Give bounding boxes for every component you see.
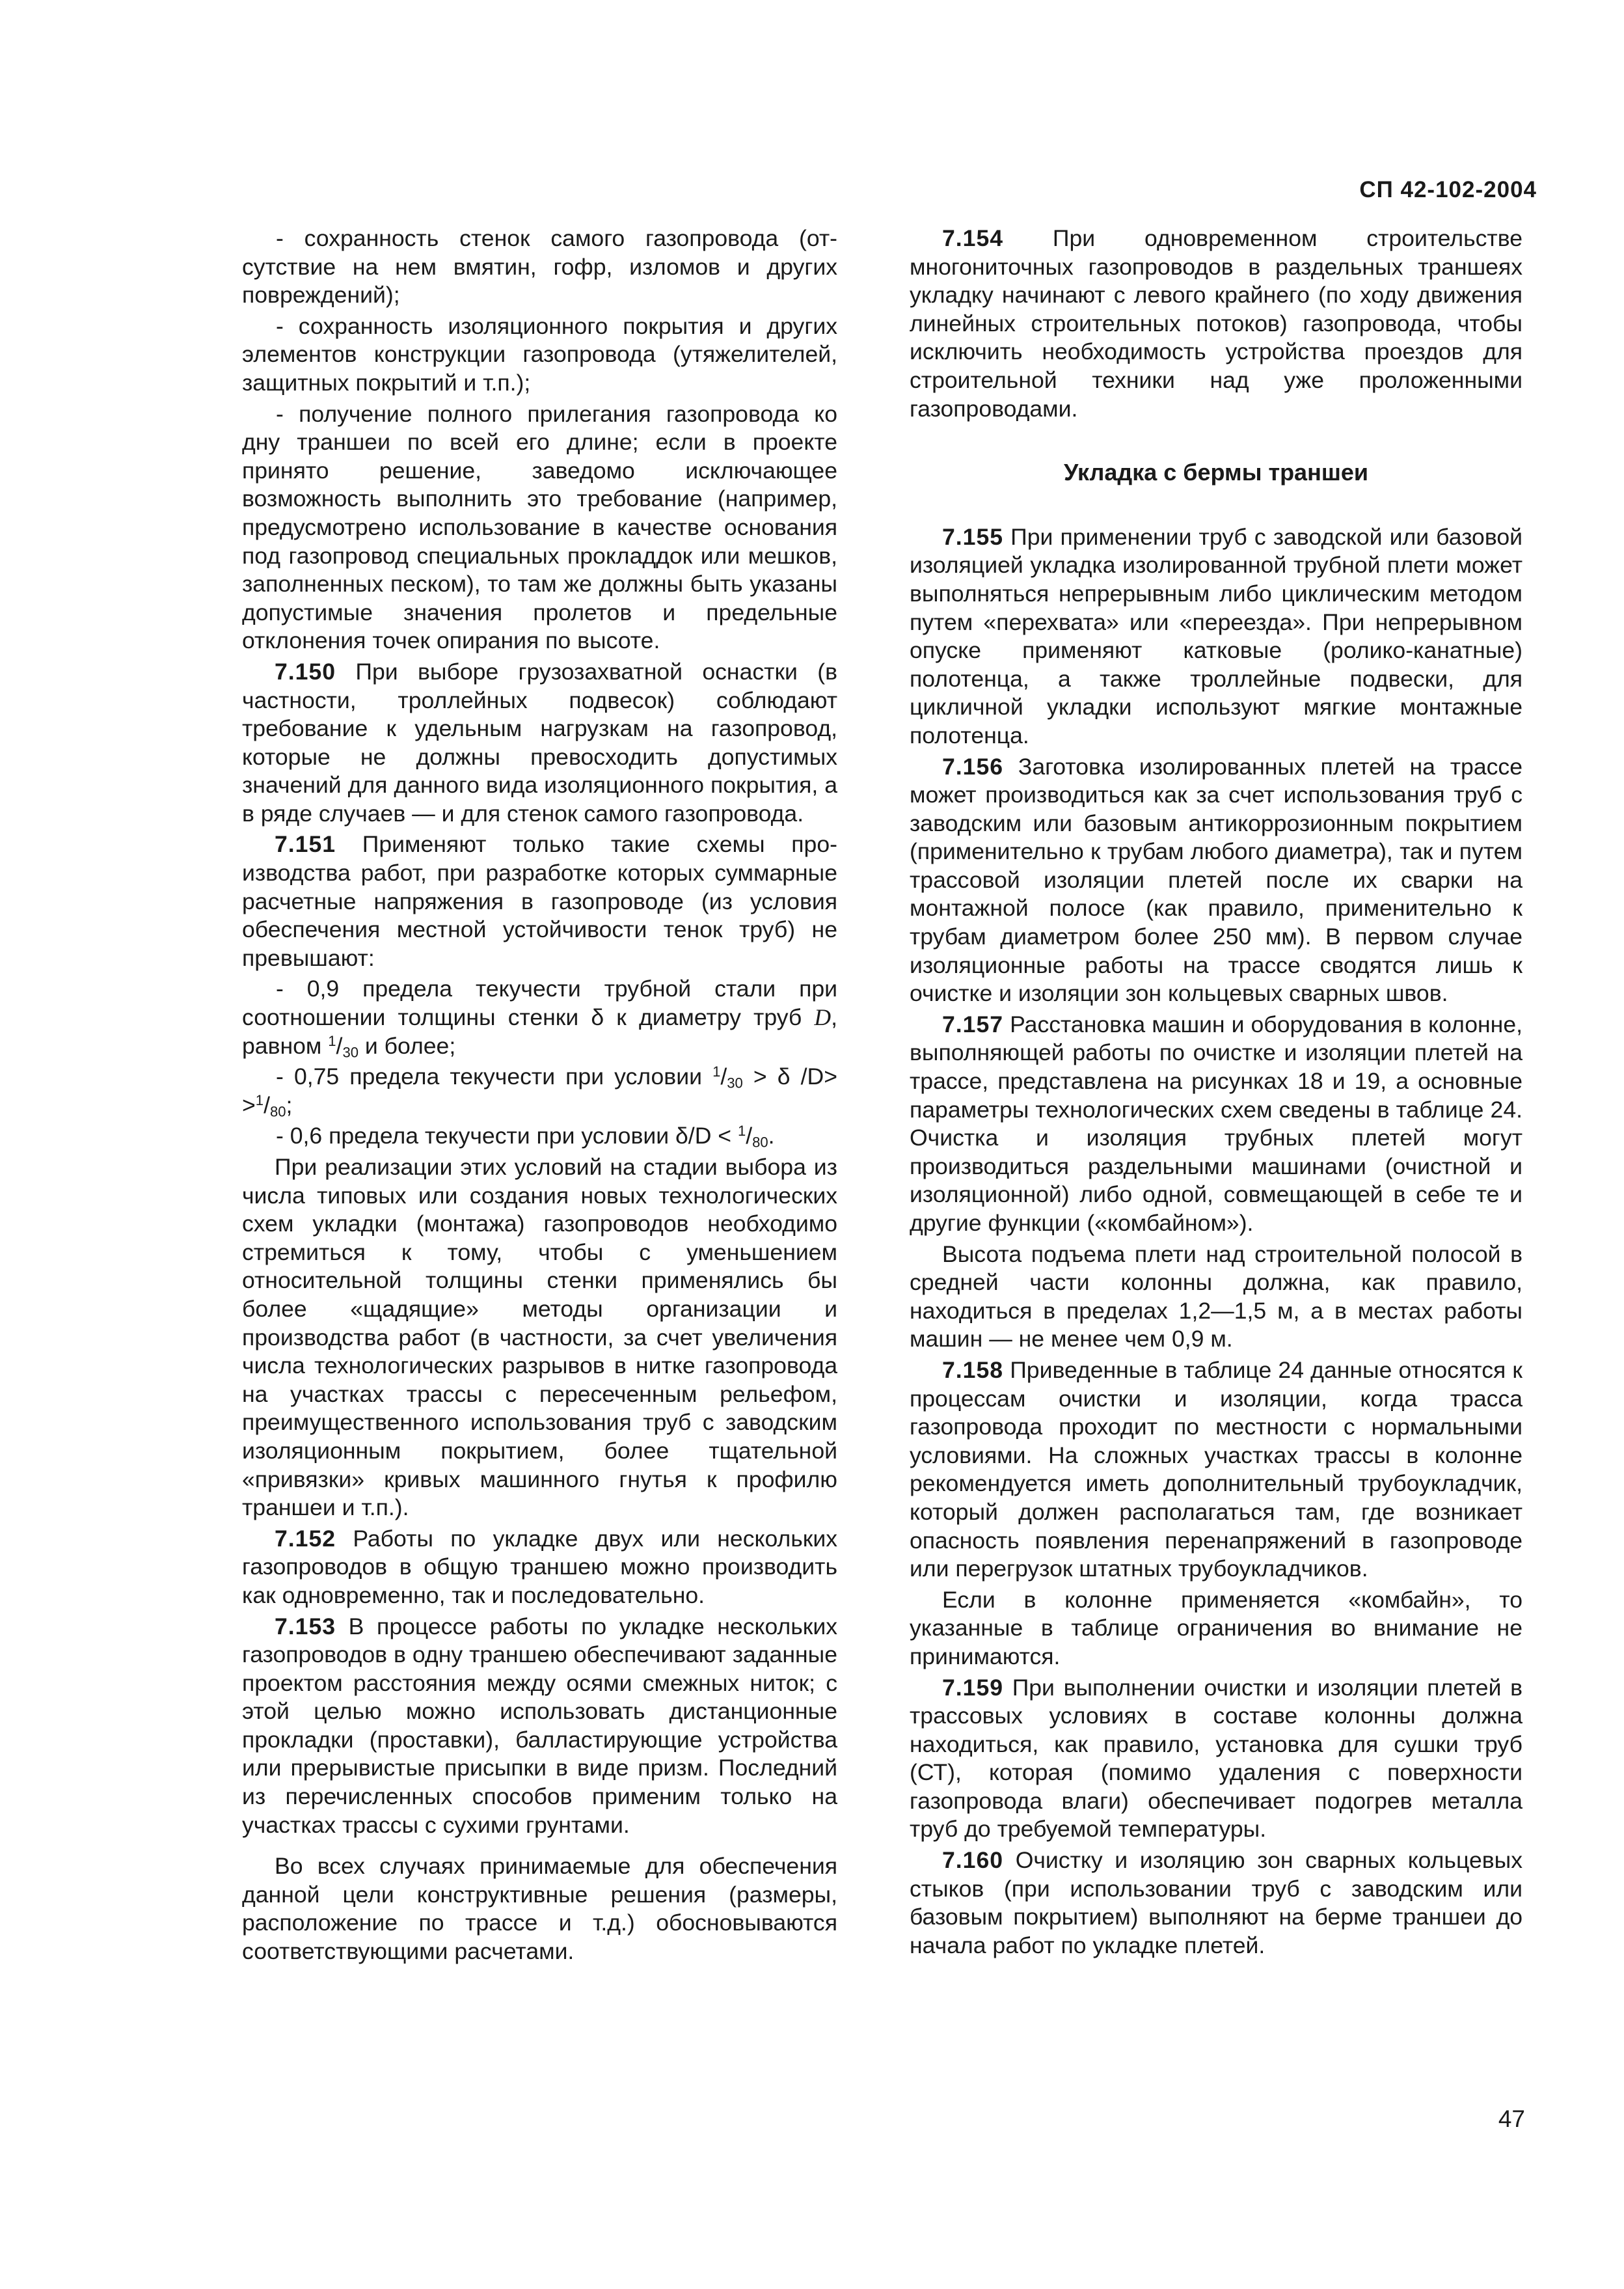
- paragraph-calculations: Во всех случаях принимаемые для обеспечения данной цели конструктивные решения (размеры, расположение по трассе и т.д.) обосновываются соответствующими расчетами.: [242, 1853, 837, 1965]
- list-text: ;: [286, 1091, 293, 1118]
- clause-7-158: [910, 1356, 1522, 1583]
- clause-text: Работы по укладке двух или нескольких газопроводов в общую траншею можно производить как одновременно, так и последовательно.: [242, 1525, 837, 1608]
- fraction: $^1/_{30}$: [328, 1032, 359, 1061]
- fraction: $^1/_{80}$: [737, 1123, 768, 1151]
- paragraph-full-contact: - получение полного прилегания газопровода ко дну траншеи по всей его длине; если в проекте принято решение, заведомо исключающее возможность выполнить это требование (например, предусмотрено использование в качестве основания под газопровод специальных прокладдок или мешков, заполненных песком), то там же должны быть указаны допустимые значения пролетов и предельные отклонения точек опирания по высоте.: [242, 400, 837, 654]
- paragraph-implementation: При реализации этих условий на стадии выбора из числа типовых или создания новых технологических схем укладки (монтажа) газопроводов необходимо стремиться к тому, чтобы с уменьшением относительной толщины стенки применялись бы более «щадящие» методы организации и производства работ (в частности, за счет увеличения числа технологических разрывов в нитке газопровода на участках трассы с пересеченным рельефом, преимущественного использования труб с заводским изоляционным покрытием, более тщательной «привязки» кривых машинного гнутья к профилю траншеи и т.п.).: [242, 1154, 837, 1521]
- clause-7-152: [242, 1525, 837, 1610]
- fraction: $^1/_{80}$: [255, 1091, 286, 1120]
- clause-number: 7.159: [942, 1674, 1004, 1701]
- left-text-column: [242, 225, 837, 1969]
- clause-number: 7.152: [275, 1525, 336, 1552]
- diameter-symbol: D: [814, 1004, 832, 1031]
- clause-number: 7.153: [275, 1613, 336, 1639]
- clause-text: В процессе работы по укладке нескольких газопроводов в одну траншею обеспечивают заданные проектом расстояния между осями смежных ниток; с этой целью можно использовать дистанционные прокладки (проставки), балластирующие устройства или прерывистые присыпки в виде призм. Последний из перечисленных способов применим только на участках трассы с сухими грунтами.: [242, 1613, 837, 1838]
- clause-7-154: [910, 225, 1522, 423]
- list-text: - 0,6 предела текучести при условии δ/D <: [276, 1123, 738, 1149]
- paragraph-lift-height: Высота подъема плети над строительной полосой в средней части колонны должна, как правило, находиться в пределах 1,2—1,5 м, а в местах работы машин — не менее чем 0,9 м.: [910, 1240, 1522, 1352]
- clause-text: Расстановка машин и оборудования в колонне, выполняющей работы по очистке и изоляции плетей на трассе, представлена на рисунках 18 и 19, а основные параметры технологических схем сведены в таблице 24. Очистка и изоляция трубных плетей могут производиться раздельными машинами (очистной и изоляционной) либо одной, совмещающей в себе те и другие функции («комбайном»).: [910, 1011, 1522, 1236]
- list-text: > δ /D> >: [242, 1063, 838, 1118]
- paragraph-combine: Если в колонне применяется «комбайн», то указанные в таблице ограничения во внимание не принимаются.: [910, 1586, 1522, 1669]
- list-text: и более;: [358, 1032, 456, 1059]
- fraction: $^1/_{30}$: [712, 1063, 743, 1091]
- clause-7-153: [242, 1613, 837, 1840]
- clause-number: 7.160: [942, 1847, 1004, 1874]
- right-text-column: [910, 225, 1522, 1962]
- clause-number: 7.154: [942, 225, 1004, 251]
- clause-text: При применении труб с заводской или базовой изоляцией укладка изолированной трубной плети может выполняться непрерывным либо циклическим методом путем «перехвата» или «переезда». При непрерывном опуске применяют катковые (ролико-канатные) полотенца, а также троллейные подвески, для цикличной укладки используют мягкие монтажные полотенца.: [910, 523, 1522, 748]
- clause-text: При выполнении очистки и изоляции плетей в трассовых условиях в составе колонны должна находиться, как правило, установка для сушки труб (СТ), которая (помимо удаления с поверхности газопровода влаги) обеспечивает подогрев металла труб до требуемой температуры.: [910, 1674, 1522, 1843]
- clause-text: Приведенные в таблице 24 данные относятся к процессам очистки и изоляции, когда трасса газопровода проходит по местности с нормальными условиями. На сложных участках трассы в колонне рекомендуется иметь дополнительный трубоукладчик, который должен располагаться там, где возникает опасность появления перенапряжений в газопроводе или перегрузок штатных трубоукладчиков.: [910, 1356, 1522, 1582]
- section-heading: Укладка с бермы траншеи: [1064, 459, 1368, 486]
- clause-number: 7.155: [942, 523, 1004, 550]
- paragraph-coating-integrity: - сохранность изоляционного покрытия и других элементов конструкции газопровода (утяжелителей, защитных покрытий и т.п.);: [242, 312, 837, 396]
- clause-7-160: [910, 1846, 1522, 1960]
- clause-7-157: [910, 1011, 1522, 1238]
- document-code-header: СП 42-102-2004: [1359, 177, 1537, 202]
- clause-text: При одновременном строительстве многониточных газопроводов в раздельных траншеях укладку начинают с левого крайнего (по ходу движения линейных строительных потоков) газопровода, чтобы исключить необходимость устройства проездов для строительной техники над уже проложенными газопроводами.: [910, 225, 1522, 422]
- clause-number: 7.158: [942, 1356, 1004, 1383]
- clause-text: Очистку и изоляцию зон сварных кольцевых стыков (при использовании труб с заводским или базовым покрытием) выполняют на берме траншеи до начала работ по укладке плетей.: [910, 1847, 1522, 1958]
- paragraph-wall-integrity: - сохранность стенок самого газопровода (отсутствие на нем вмятин, гофр, изломов и других повреждений);: [242, 225, 837, 308]
- clause-text: Заготовка изолированных плетей на трассе может производиться как за счет использования труб с заводским или базовым антикоррозионным покрытием (применительно к трубам любого диаметра), так и путем трассовой изоляции плетей после их сварки на монтажной полосе (как правило, применительно к трубам диаметром более 250 мм). В первом случае изоляционные работы на трассе сводятся лишь к очистке и изоляции зон кольцевых сварных швов.: [910, 753, 1522, 1007]
- clause-7-150: [242, 658, 837, 829]
- clause-number: 7.157: [942, 1011, 1004, 1037]
- list-text: - 0,9 предела текучести трубной стали при соотношении толщины стенки δ к диаметру труб: [242, 976, 837, 1031]
- list-item-yield-0-9: [242, 975, 837, 1060]
- clause-number: 7.156: [942, 753, 1004, 780]
- page-number: 47: [1498, 2105, 1525, 2132]
- list-item-yield-0-6: [242, 1122, 837, 1151]
- clause-7-159: [910, 1674, 1522, 1844]
- list-item-yield-0-75: [242, 1063, 837, 1119]
- clause-text: Применяют только такие схемы производства работ, при разработке которых суммарные расчетные напряжения в газопроводе (из условия обеспечения местной устойчивости тенок труб) не превышают:: [242, 831, 837, 971]
- clause-7-156: [910, 753, 1522, 1008]
- clause-number: 7.150: [275, 658, 336, 685]
- clause-7-155: [910, 523, 1522, 750]
- list-text: , равном: [242, 1004, 837, 1059]
- list-text: .: [768, 1123, 775, 1149]
- clause-7-151: [242, 830, 837, 972]
- list-text: - 0,75 предела текучести при условии: [276, 1063, 713, 1090]
- clause-number: 7.151: [275, 831, 336, 858]
- clause-text: При выборе грузозахватной оснастки (в частности, троллейных подвесок) соблюдают требование к удельным нагрузкам на газопровод, которые не должны превосходить допустимых значений для данного вида изоляционного покрытия, а в ряде случаев — и для стенок самого газопровода.: [242, 658, 837, 827]
